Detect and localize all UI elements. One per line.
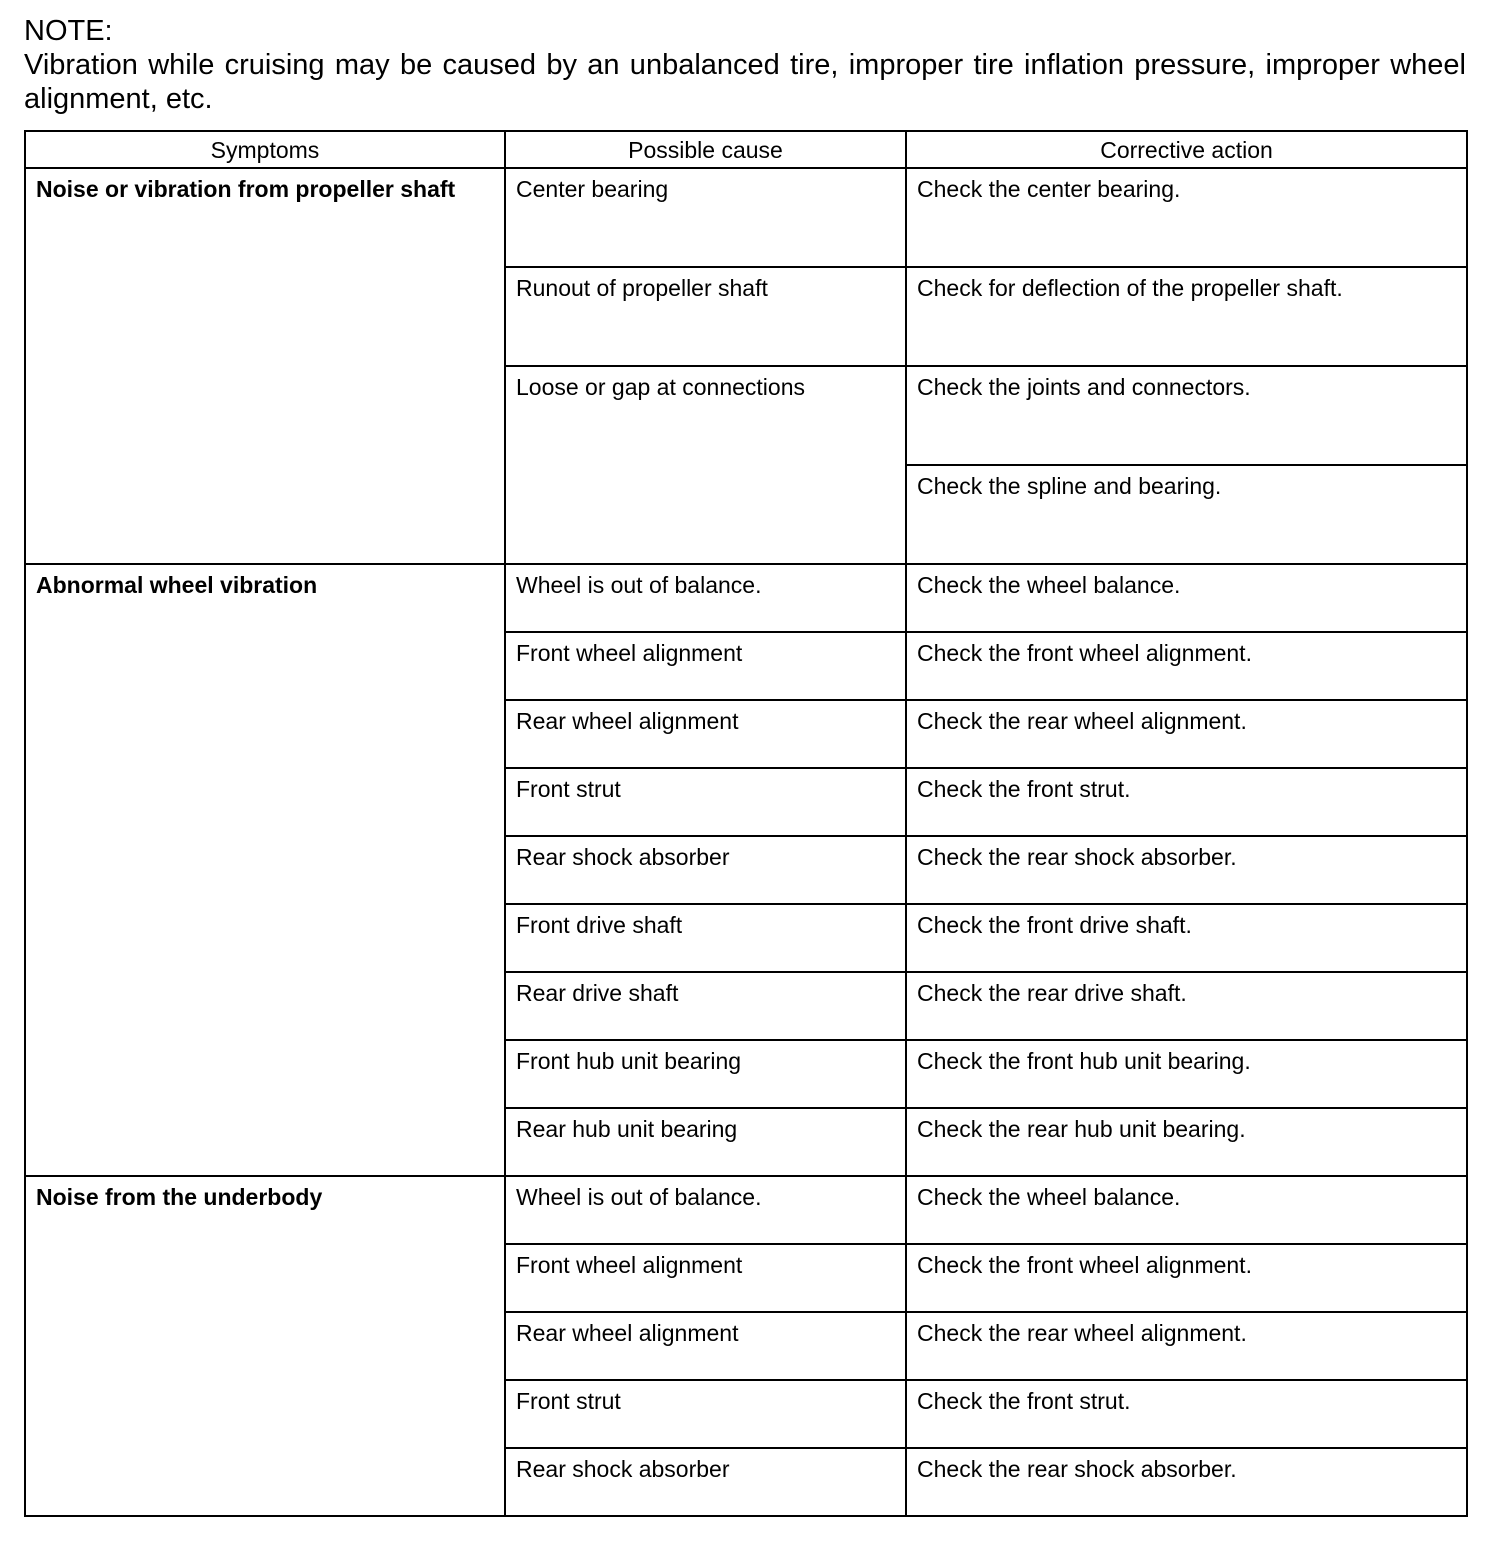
- cause-cell: Wheel is out of balance.: [505, 1176, 906, 1244]
- cause-cell: Rear shock absorber: [505, 836, 906, 904]
- cause-cell: Wheel is out of balance.: [505, 564, 906, 632]
- cause-cell: Front strut: [505, 1380, 906, 1448]
- note-label: NOTE:: [24, 15, 113, 47]
- action-cell: Check the rear wheel alignment.: [906, 700, 1467, 768]
- action-cell: Check the front strut.: [906, 1380, 1467, 1448]
- header-symptoms: Symptoms: [25, 131, 505, 168]
- action-cell: Check the wheel balance.: [906, 1176, 1467, 1244]
- note-text: Vibration while cruising may be caused by an unbalanced tire, improper tire inflation pressure, improper wheel alignment, etc.: [24, 49, 1466, 115]
- troubleshooting-table: [24, 130, 1468, 1517]
- action-cell: Check the front wheel alignment.: [906, 1244, 1467, 1312]
- action-cell: Check the rear drive shaft.: [906, 972, 1467, 1040]
- header-possible-cause: Possible cause: [505, 131, 906, 168]
- action-cell: Check the center bearing.: [906, 168, 1467, 267]
- action-cell: Check the rear shock absorber.: [906, 836, 1467, 904]
- table-header-row: [25, 131, 1467, 168]
- cause-cell: Runout of propeller shaft: [505, 267, 906, 366]
- cause-cell: Rear drive shaft: [505, 972, 906, 1040]
- symptom-cell: Noise from the underbody: [25, 1176, 505, 1516]
- table-row: [25, 1176, 1467, 1244]
- cause-cell: Front drive shaft: [505, 904, 906, 972]
- action-cell: Check the front drive shaft.: [906, 904, 1467, 972]
- action-cell: Check the front hub unit bearing.: [906, 1040, 1467, 1108]
- cause-cell: Center bearing: [505, 168, 906, 267]
- action-cell: Check the joints and connectors.: [906, 366, 1467, 465]
- cause-cell: Rear wheel alignment: [505, 700, 906, 768]
- cause-cell: Rear hub unit bearing: [505, 1108, 906, 1176]
- cause-cell: Rear shock absorber: [505, 1448, 906, 1516]
- table-row: [25, 564, 1467, 632]
- action-cell: Check the spline and bearing.: [906, 465, 1467, 564]
- header-corrective-action: Corrective action: [906, 131, 1467, 168]
- action-cell: Check the rear hub unit bearing.: [906, 1108, 1467, 1176]
- cause-cell: Front wheel alignment: [505, 1244, 906, 1312]
- cause-cell: Front hub unit bearing: [505, 1040, 906, 1108]
- action-cell: Check the front strut.: [906, 768, 1467, 836]
- symptom-cell: Abnormal wheel vibration: [25, 564, 505, 1176]
- cause-cell: Loose or gap at connections: [505, 366, 906, 564]
- cause-cell: Rear wheel alignment: [505, 1312, 906, 1380]
- action-cell: Check the wheel balance.: [906, 564, 1467, 632]
- action-cell: Check the front wheel alignment.: [906, 632, 1467, 700]
- table-row: [25, 168, 1467, 267]
- symptom-cell: Noise or vibration from propeller shaft: [25, 168, 505, 564]
- action-cell: Check the rear shock absorber.: [906, 1448, 1467, 1516]
- note-block: [24, 14, 1466, 116]
- cause-cell: Front wheel alignment: [505, 632, 906, 700]
- action-cell: Check for deflection of the propeller shaft.: [906, 267, 1467, 366]
- action-cell: Check the rear wheel alignment.: [906, 1312, 1467, 1380]
- cause-cell: Front strut: [505, 768, 906, 836]
